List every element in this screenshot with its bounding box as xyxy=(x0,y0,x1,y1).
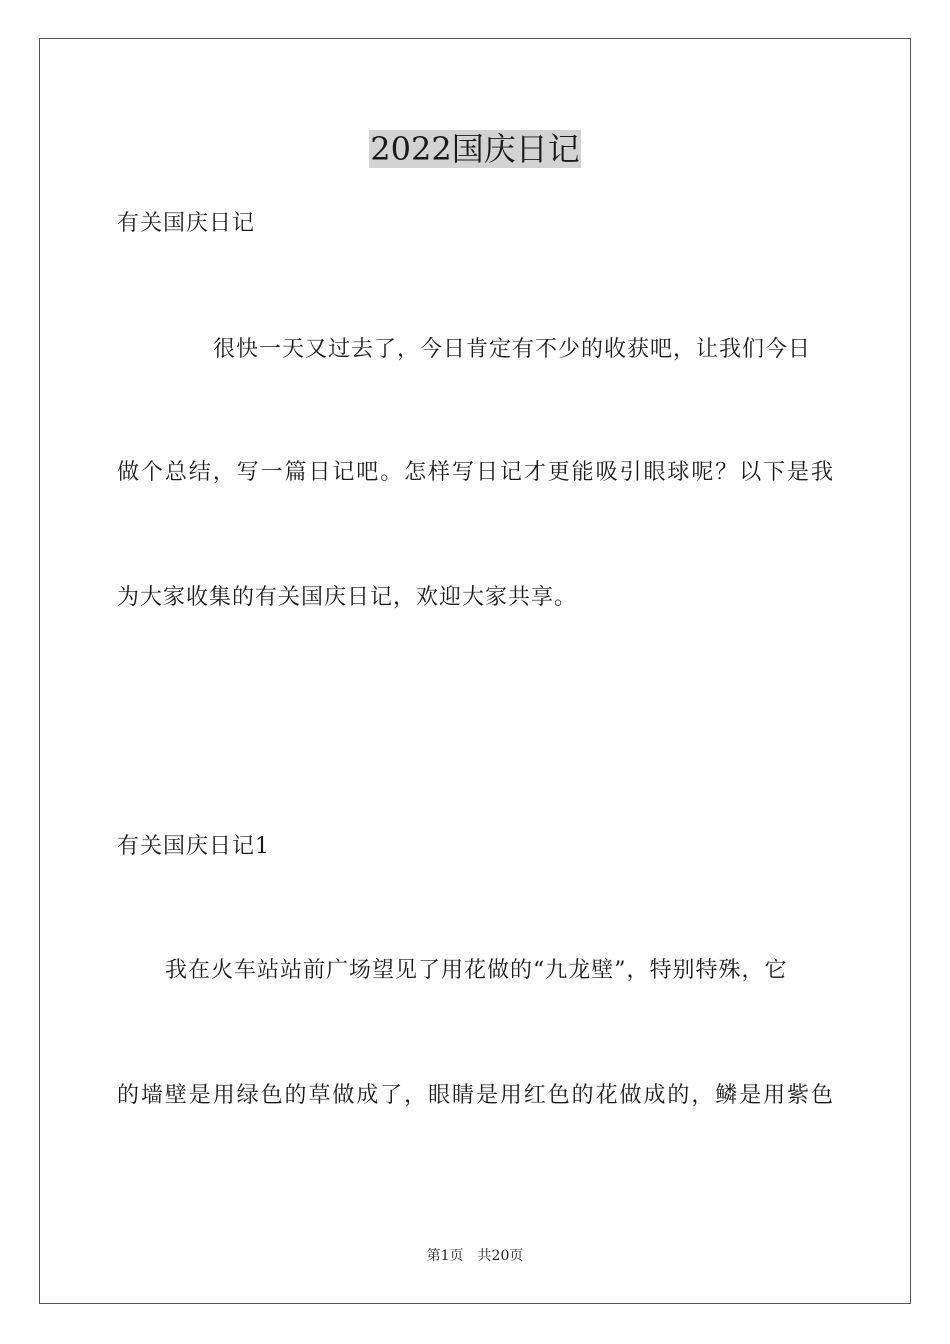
intro-line-3: 为大家收集的有关国庆日记，欢迎大家共享。 xyxy=(117,585,578,610)
section-heading: 有关国庆日记1 xyxy=(117,834,270,859)
page-footer: 第1页 共20页 xyxy=(426,1248,524,1264)
subtitle: 有关国庆日记 xyxy=(117,211,256,236)
intro-line-1: 很快一天又过去了，今日肯定有不少的收获吧，让我们今日 xyxy=(213,337,812,362)
body-line-2: 的墙壁是用绿色的草做成了，眼睛是用红色的花做成的，鳞是用紫色 xyxy=(117,1083,833,1108)
body-line-1: 我在火车站站前广场望见了用花做的“九龙壁”，特别特殊，它 xyxy=(165,958,788,983)
document-title xyxy=(0,128,950,170)
document-title-text: 2022国庆日记 xyxy=(370,130,580,168)
intro-line-2: 做个总结，写一篇日记吧。怎样写日记才更能吸引眼球呢？以下是我 xyxy=(117,460,833,485)
